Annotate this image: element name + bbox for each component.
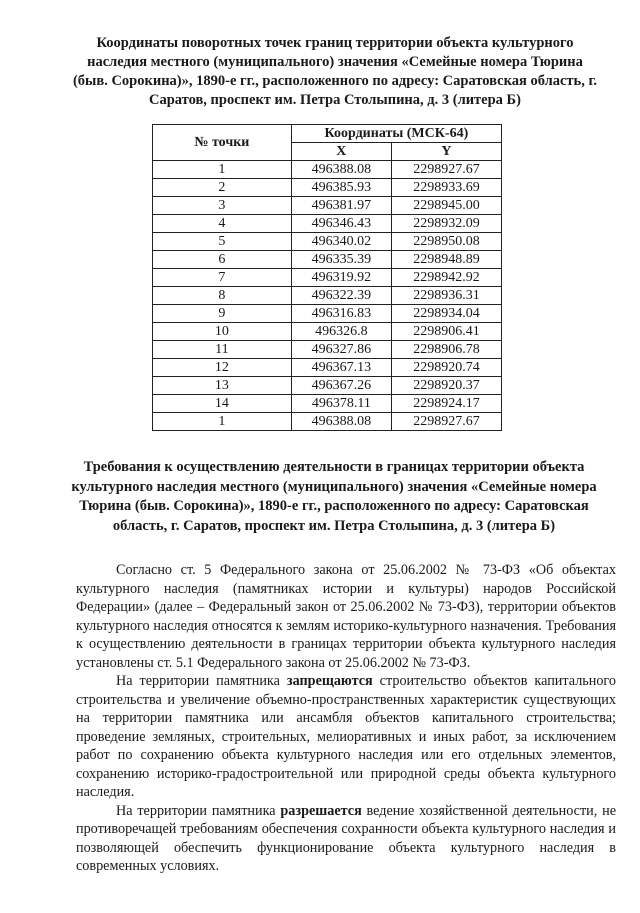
point-number: 12 bbox=[153, 359, 292, 377]
coord-x: 496327.86 bbox=[291, 341, 391, 359]
prohibited-keyword: запрещаются bbox=[286, 673, 373, 689]
coord-y: 2298933.69 bbox=[391, 179, 501, 197]
coord-x: 496367.13 bbox=[291, 359, 391, 377]
coordinates-table bbox=[152, 124, 502, 431]
paragraph-permitted-lead: На территории памятника bbox=[116, 802, 281, 819]
coordinates-title: Координаты поворотных точек границ территории объекта культурного наследия местного (муниципального) значения «Семейные номера Тюрина (быв. Сорокина)», 1890-е гг., расположенного по адресу: Саратовская область, г. Саратов, проспект им. Петра Столыпина, д. 3 (литера Б) bbox=[72, 35, 598, 108]
coord-x: 496388.08 bbox=[291, 413, 391, 431]
coord-y: 2298906.78 bbox=[391, 341, 501, 359]
coord-x: 496388.08 bbox=[291, 161, 391, 179]
table-row bbox=[153, 413, 502, 431]
point-number: 4 bbox=[153, 215, 292, 233]
table-row bbox=[153, 341, 502, 359]
paragraph-permitted-text: ведение хозяйственной деятельности, не противоречащей требованиям обеспечения сохранности объекта культурного наследия и позволяющей обеспечить функционирование объекта культурного наследия в современных условиях. bbox=[76, 802, 617, 874]
paragraph-legal-basis: Согласно ст. 5 Федерального закона от 25.06.2002 № 73-ФЗ «Об объектах культурного наследия (памятниках истории и культуры) народов Российской Федерации» (далее – Федеральный закон от 25.06.2002 № 73-ФЗ), территории объектов культурного наследия относятся к землям историко-культурного назначения. Требования к осуществлению деятельности в границах территории объекта культурного наследия установлены ст. 5.1 Федерального закона от 25.06.2002 № 73-ФЗ. bbox=[76, 562, 616, 671]
coord-y: 2298932.09 bbox=[391, 215, 501, 233]
coord-y: 2298920.74 bbox=[391, 359, 501, 377]
coord-y: 2298927.67 bbox=[391, 413, 501, 431]
coord-x: 496319.92 bbox=[291, 269, 391, 287]
point-number: 3 bbox=[153, 197, 292, 215]
table-row bbox=[153, 233, 502, 251]
coord-x: 496381.97 bbox=[291, 197, 391, 215]
table-row bbox=[153, 359, 502, 377]
coord-y: 2298924.17 bbox=[391, 395, 501, 413]
coord-x: 496316.83 bbox=[291, 305, 391, 323]
coord-x: 496346.43 bbox=[291, 215, 391, 233]
point-number: 14 bbox=[153, 395, 292, 413]
coord-y: 2298948.89 bbox=[391, 251, 501, 269]
point-number: 1 bbox=[153, 161, 292, 179]
coord-y: 2298934.04 bbox=[391, 305, 501, 323]
coordinates-table-body bbox=[153, 161, 502, 431]
point-number: 8 bbox=[153, 287, 292, 305]
paragraph-permitted bbox=[76, 802, 616, 876]
point-number: 7 bbox=[153, 269, 292, 287]
point-number: 5 bbox=[153, 233, 292, 251]
coord-x: 496378.11 bbox=[291, 395, 391, 413]
requirements-title: Требования к осуществлению деятельности в границах территории объекта культурного наследия местного (муниципального) значения «Семейные номера Тюрина (быв. Сорокина)», 1890-е гг., расположенного по адресу: Саратовская область, г. Саратов, проспект им. Петра Столыпина, д. 3 (литера Б) bbox=[71, 459, 597, 534]
coord-x: 496322.39 bbox=[291, 287, 391, 305]
table-row bbox=[153, 251, 502, 269]
coord-x: 496335.39 bbox=[291, 251, 391, 269]
requirements-body bbox=[76, 561, 616, 876]
table-row bbox=[153, 269, 502, 287]
coord-x: 496385.93 bbox=[291, 179, 391, 197]
table-row bbox=[153, 323, 502, 341]
coord-y: 2298927.67 bbox=[391, 161, 501, 179]
table-row bbox=[153, 197, 502, 215]
coord-x: 496340.02 bbox=[291, 233, 391, 251]
coord-x: 496326.8 bbox=[291, 323, 391, 341]
point-number: 6 bbox=[153, 251, 292, 269]
permitted-keyword: разрешается bbox=[280, 802, 362, 819]
table-row bbox=[153, 305, 502, 323]
header-y: Y bbox=[391, 143, 501, 161]
coord-y: 2298942.92 bbox=[391, 269, 501, 287]
table-row bbox=[153, 161, 502, 179]
table-row bbox=[153, 377, 502, 395]
coord-y: 2298906.41 bbox=[391, 323, 501, 341]
table-row bbox=[153, 215, 502, 233]
coord-y: 2298950.08 bbox=[391, 233, 501, 251]
coord-y: 2298936.31 bbox=[391, 287, 501, 305]
point-number: 13 bbox=[153, 377, 292, 395]
point-number: 10 bbox=[153, 323, 292, 341]
point-number: 9 bbox=[153, 305, 292, 323]
coord-y: 2298920.37 bbox=[391, 377, 501, 395]
table-row bbox=[153, 287, 502, 305]
coord-x: 496367.26 bbox=[291, 377, 391, 395]
point-number: 11 bbox=[153, 341, 292, 359]
table-row bbox=[153, 395, 502, 413]
paragraph-prohibited bbox=[76, 672, 616, 802]
paragraph-prohibited-text: строительство объектов капитального строительства и увеличение объемно-пространственных характеристик существующих на территории памятника или ансамбля объектов капитального строительства; проведение земляных, строительных, мелиоративных и иных работ, за исключением работ по сохранению объекта культурного наследия или его отдельных элементов, сохранению историко-градостроительной или природной среды объекта культурного наследия. bbox=[76, 673, 616, 800]
point-number: 1 bbox=[153, 413, 292, 431]
header-coordinates: Координаты (МСК-64) bbox=[291, 125, 501, 143]
point-number: 2 bbox=[153, 179, 292, 197]
header-x: X bbox=[291, 143, 391, 161]
paragraph-prohibited-lead: На территории памятника bbox=[116, 673, 287, 689]
table-row bbox=[153, 179, 502, 197]
header-point-number: № точки bbox=[153, 125, 292, 161]
coord-y: 2298945.00 bbox=[391, 197, 501, 215]
